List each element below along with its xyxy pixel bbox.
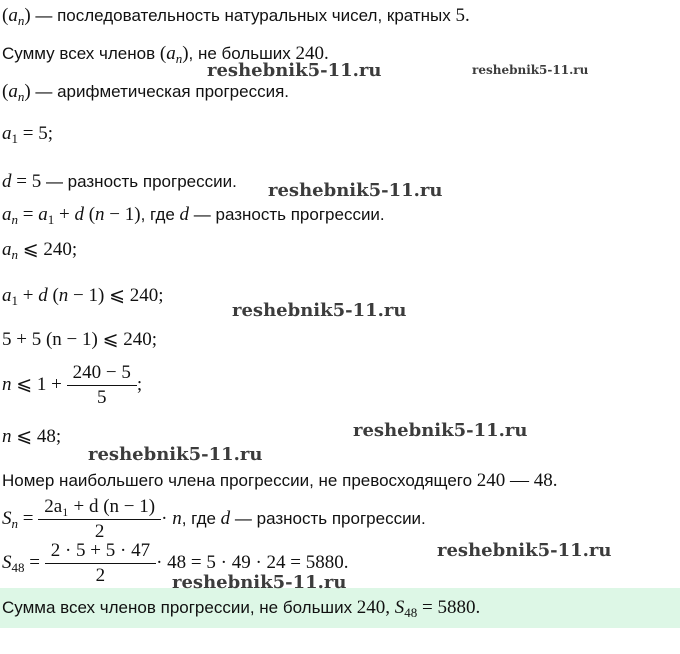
answer-line: Сумма всех членов прогрессии, не больших 240, $S_{48} = 5880$.: [2, 597, 481, 620]
watermark: reshebnik5-11.ru: [437, 540, 612, 561]
answer-text: Сумма всех членов прогрессии, не больших: [2, 598, 357, 617]
formula-text: , где: [140, 205, 180, 224]
inequality-result: n ⩽ 48;: [2, 426, 62, 447]
sum-formula: $S_n$ = $\frac{\text{2a₁ + d (n − 1)}}{2}$ · n, где d — разность прогрессии.: [2, 496, 426, 542]
difference-value: = 5: [16, 171, 42, 192]
inequality-1: $a_n$ ⩽ 240;: [2, 239, 78, 262]
nth-term-formula: $a_n = a_1 + d$ (n − 1), где d — разность прогрессии.: [2, 204, 385, 227]
condition-text: — последовательность натуральных чисел, кратных: [30, 6, 456, 25]
inequality-3: [2, 328, 157, 352]
sum-calculation-fraction: [48, 540, 153, 587]
fraction-denominator: 5: [67, 385, 137, 409]
max-term-value: 240 — 48.: [476, 470, 558, 491]
watermark: reshebnik5-11.ru: [88, 444, 263, 465]
formula-text-2: — разность прогрессии.: [189, 205, 385, 224]
inequality-4-pre: ⩽ 1 +: [16, 373, 62, 395]
sum-formula-numerator: 2a₁ + d (n − 1): [44, 496, 156, 517]
sequence-symbol: $(a_n)$: [159, 43, 189, 66]
sum-formula-denominator: 2: [38, 519, 161, 543]
progression-statement: [2, 80, 289, 105]
watermark: reshebnik5-11.ru: [207, 60, 382, 81]
watermark: reshebnik5-11.ru: [472, 63, 589, 77]
difference-line: d = 5 — разность прогрессии.: [2, 171, 237, 192]
inequality-4-fraction: [70, 362, 134, 409]
inequality-3-expression: 5 + 5 (n − 1) ⩽ 240;: [2, 329, 158, 350]
sequence-symbol: $(a_n)$: [2, 5, 31, 28]
inequality-2: $a_1 + d$ (n − 1) ⩽ 240;: [2, 285, 164, 308]
statement-text: — арифметическая прогрессия.: [30, 82, 290, 101]
sum-formula-fraction: [41, 496, 158, 543]
question-text: Сумму всех членов: [2, 44, 160, 63]
max-term-number: [2, 469, 558, 493]
watermark: reshebnik5-11.ru: [268, 180, 443, 201]
problem-condition: [2, 4, 470, 29]
first-term: $a_1 = 5$;: [2, 123, 53, 146]
inequality-4: n ⩽ 1 + $\frac{240 - 5}{5}$ ;: [2, 362, 143, 408]
watermark: reshebnik5-11.ru: [172, 572, 347, 593]
sum-calculation-result: · 48 = 5 · 49 · 24 = 5880.: [156, 551, 349, 573]
question-text-2: , не больших: [188, 44, 296, 63]
first-term-value: = 5;: [22, 123, 53, 144]
sum-formula-text-2: — разность прогрессии.: [230, 508, 426, 528]
answer-value: = 5880.: [422, 597, 481, 618]
multiple-number: 5.: [455, 5, 470, 26]
nth-term-expression: $a_n = a_1 + d$ (n − 1): [2, 204, 141, 227]
watermark: reshebnik5-11.ru: [232, 300, 407, 321]
answer-limit: 240,: [356, 597, 391, 618]
sum-calculation: $S_{48}$ = $\frac{2 \cdot 5 + 5 \cdot 47}{2}$ · 48 = 5 · 49 · 24 = 5880.: [2, 540, 349, 586]
max-term-text: Номер наибольшего члена прогрессии, не превосходящего: [2, 471, 477, 490]
fraction-numerator: 240 − 5: [72, 362, 131, 383]
inequality-2-rhs: ⩽ 240;: [109, 285, 164, 306]
inequality-1-rhs: ⩽ 240;: [22, 239, 78, 260]
inequality-result-value: ⩽ 48;: [16, 426, 62, 447]
sum-calculation-denominator: 2: [45, 563, 156, 587]
limit-number: 240.: [295, 43, 329, 64]
sum-calculation-numerator: 2 · 5 + 5 · 47: [50, 540, 151, 561]
sequence-symbol: $(a_n)$: [2, 81, 31, 104]
sum-formula-text: , где: [181, 508, 221, 528]
watermark: reshebnik5-11.ru: [353, 420, 528, 441]
difference-text: — разность прогрессии.: [41, 172, 237, 191]
